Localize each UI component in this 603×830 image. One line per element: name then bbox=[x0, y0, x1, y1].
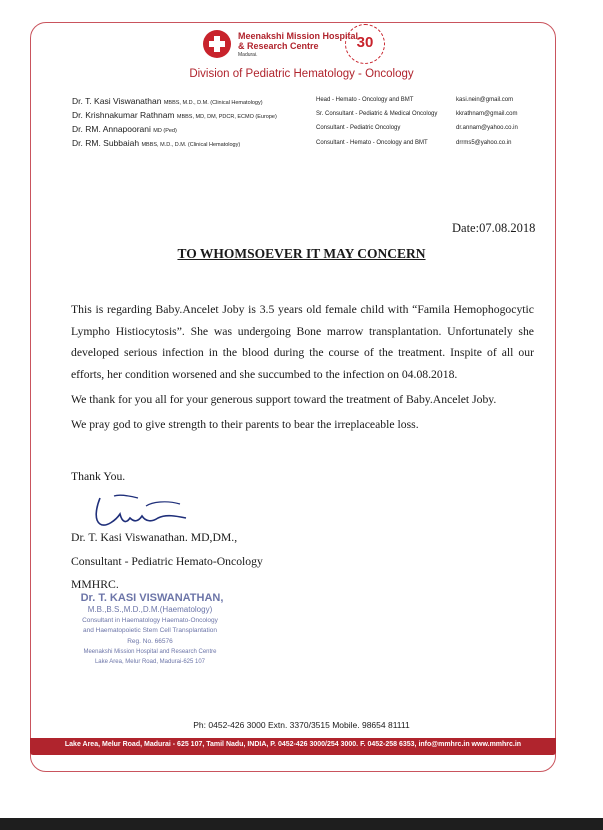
doctor-name: Dr. T. Kasi Viswanathan bbox=[72, 96, 162, 106]
doctor-email: drrms5@yahoo.co.in bbox=[456, 140, 512, 146]
doctor-quals: MBBS, MD, DM, PDCR, ECMO (Europe) bbox=[176, 114, 277, 120]
doctor-email: dr.annam@yahoo.co.in bbox=[456, 125, 518, 131]
doctor-quals: MBBS, M.D., D.M. (Clinical Hematology) bbox=[163, 100, 263, 106]
footer-address: Lake Area, Melur Road, Madurai - 625 107, Tamil Nadu, INDIA, P. 0452-426 3000/254 3000. F. 0452-258 6353, info@mmhrc.in www.mmhrc.in bbox=[64, 741, 522, 748]
doctor-name: Dr. Krishnakumar Rathnam bbox=[72, 110, 175, 120]
stamp-reg: Reg. No. 66576 bbox=[127, 638, 173, 645]
doctor-row bbox=[72, 124, 177, 134]
hospital-name: Meenakshi Mission Hospital bbox=[238, 31, 359, 41]
doctor-row bbox=[72, 110, 277, 120]
doctor-role: Sr. Consultant - Pediatric & Medical Oncology bbox=[316, 111, 438, 117]
stamp-line: and Haematopoietic Stem Cell Transplantation bbox=[82, 627, 218, 634]
signature-icon bbox=[86, 492, 196, 532]
closing-line: Thank You. bbox=[71, 470, 126, 483]
hospital-cross-icon bbox=[203, 30, 231, 58]
scan-edge bbox=[0, 818, 603, 830]
signer-title: Consultant - Pediatric Hemato-Oncology bbox=[71, 555, 263, 568]
doctor-role: Head - Hemato - Oncology and BMT bbox=[316, 97, 414, 103]
footer-phone: Ph: 0452-426 3000 Extn. 3370/3515 Mobile. 98654 81111 bbox=[193, 720, 410, 730]
stamp-line: Lake Area, Melur Road, Madurai-625 107 bbox=[94, 659, 206, 665]
stamp-line: Meenakshi Mission Hospital and Research Centre bbox=[83, 649, 217, 655]
thanks-line: We thank for you all for your generous support toward the treatment of Baby.Ancelet Joby. bbox=[71, 393, 497, 406]
doctor-name: Dr. RM. Annapoorani bbox=[72, 124, 151, 134]
doctor-quals: MD (Ped) bbox=[153, 128, 177, 134]
hospital-name-line2: & Research Centre bbox=[238, 41, 319, 51]
stamp-degrees: M.B.,B.S.,M.D.,D.M.(Haematology) bbox=[87, 605, 213, 614]
doctor-email: kasi.nein@gmail.com bbox=[456, 97, 514, 103]
doctor-role: Consultant - Pediatric Oncology bbox=[316, 125, 401, 131]
letter-body-paragraph: This is regarding Baby.Ancelet Joby is 3.5 years old female child with “Famila Hemophogocytic Lympho Histiocytosis”. She was undergoing Bone marrow transplantation. Unfortunately she developed serious infection in the blood during the course of the treatment. Inspite of all our efforts, her condition worsened and she succumbed to the infection on 04.08.2018. bbox=[71, 303, 534, 381]
letter-date: Date:07.08.2018 bbox=[452, 221, 536, 235]
prayer-line: We pray god to give strength to their parents to bear the irreplaceable loss. bbox=[71, 418, 419, 431]
doctor-role: Consultant - Hemato - Oncology and BMT bbox=[316, 140, 428, 146]
division-title: Division of Pediatric Hematology - Oncology bbox=[189, 68, 414, 80]
doctor-email: kkrathnam@gmail.com bbox=[456, 111, 518, 117]
anniversary-seal-icon bbox=[345, 24, 385, 64]
doctor-name: Dr. RM. Subbaiah bbox=[72, 138, 140, 148]
stamp-line: Consultant in Haematology Haemato-Oncology bbox=[82, 617, 218, 624]
hospital-location: Madurai. bbox=[238, 52, 258, 58]
letter-heading: TO WHOMSOEVER IT MAY CONCERN bbox=[177, 246, 426, 261]
stamp-name: Dr. T. KASI VISWANATHAN, bbox=[80, 592, 224, 604]
doctor-row bbox=[72, 138, 240, 148]
signer-name: Dr. T. Kasi Viswanathan. MD,DM., bbox=[71, 531, 238, 544]
signer-organization: MMHRC. bbox=[71, 578, 119, 591]
doctor-row bbox=[72, 96, 263, 106]
seal-number: 30 bbox=[356, 34, 374, 51]
doctor-quals: MBBS, M.D., D.M. (Clinical Hematology) bbox=[141, 142, 241, 148]
